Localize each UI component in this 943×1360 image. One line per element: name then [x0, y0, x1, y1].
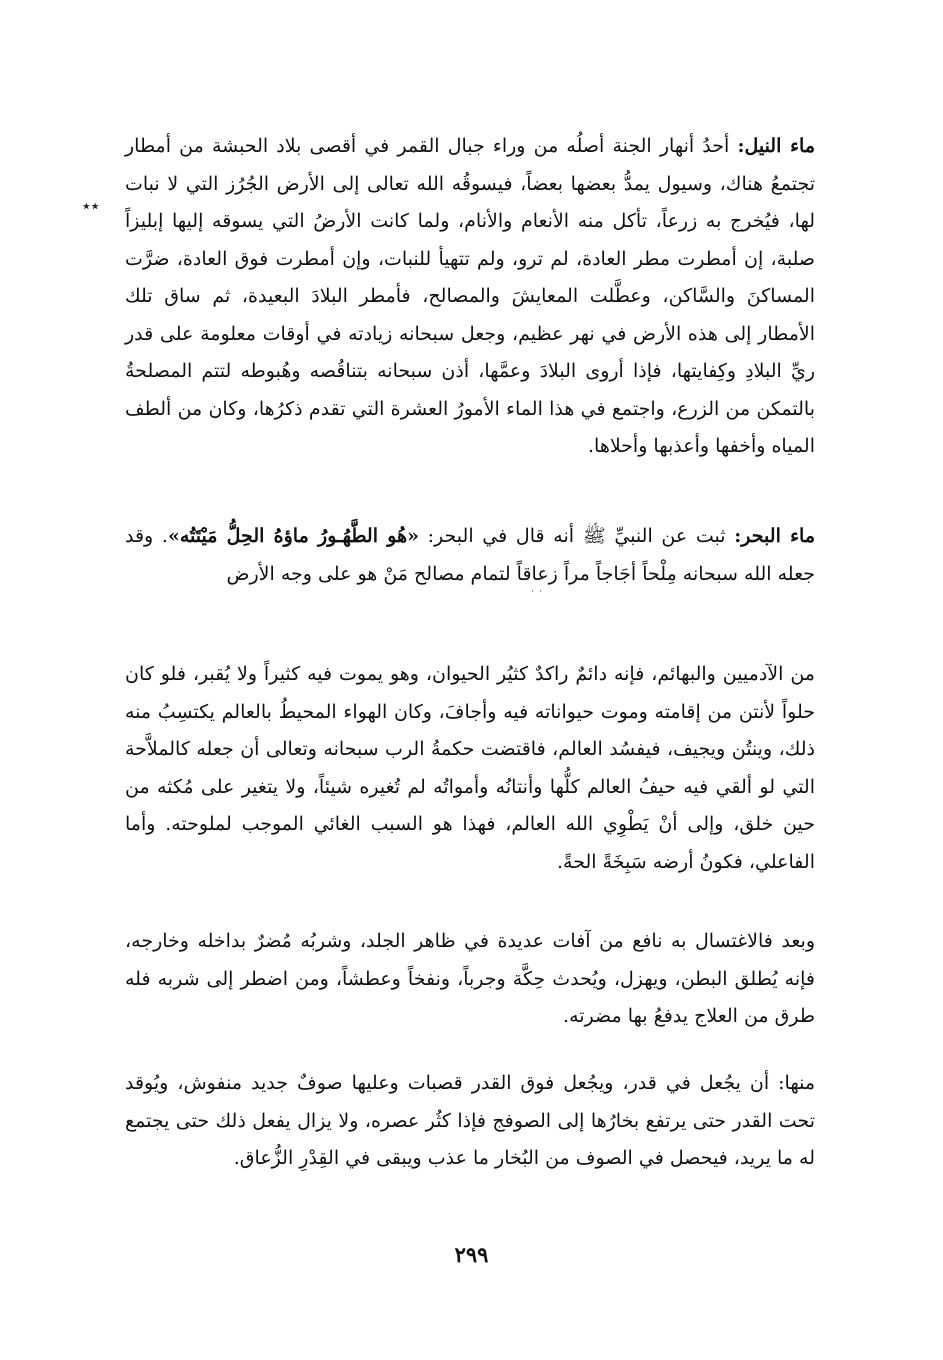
paragraph-purification-method — [125, 1065, 815, 1178]
term-nile-water: ماء النيل: — [737, 135, 815, 157]
paragraph-sea-continuation — [125, 656, 815, 881]
nile-description: أحدُ أنهار الجنة أصلُه من وراء جبال القمر في أقصى بلاد الحبشة من أمطار تجتمعُ هناك، وسيول يمدُّ بعضها بعضاً، فيسوقُه الله تعالى إلى الأرض الجُرُز التي لا نبات لها، فيُخرج به زرعاً، تأكل منه الأنعام والأنام، ولما كانت الأرضُ التي يسوقه إليها إبليزاً صلبة، إن أمطرت مطر العادة، لم ترو، ولم تتهيأ للنبات، وإن أمطرت فوق العادة، ضرَّت المساكنَ والسَّاكن، وعطَّلت المعايشَ والمصالح، فأمطر البلادَ البعيدة، ثم ساق تلك الأمطار إلى هذه الأرض في نهر عظيم، وجعل سبحانه زيادته في أوقات معلومة على قدر ريِّ البلادِ وكِفايتها، فإذا أروى البلادَ وعمَّها، أذن سبحانه بتناقُصه وهُبوطه لتتم المصلحةُ بالتمكن من الزرع، واجتمع في هذا الماء الأمورُ العشرة التي تقدم ذكرُها، وكان من ألطف المياه وأخفها وأعذبها وأحلاها. — [125, 135, 815, 457]
paragraph-text — [125, 128, 815, 466]
paragraph-text: من الآدميين والبهائم، فإنه دائمٌ راكدٌ كثيُر الحيوان، وهو يموت فيه كثيراً ولا يُقبر، فلو كان حلواً لأنتن من إقامته وموت حيواناته فيه وأجافَ، وكان الهواء المحيطُ بالعالم يكتسِبُ منه ذلك، وينتُن ويجيف، فيفسُد العالم، فاقتضت حكمةُ الرب سبحانه وتعالى أن جعله كالملاَّحة التي لو ألقي فيه حيفُ العالم كلُّها وأنتانُه وأمواتُه لم تُغيره شيئاً، ولا يتغير على مُكثه من حين خلق، وإلى أنْ يَطْوِي الله العالم، فهذا هو السبب الغائي الموجب لملوحته. وأما الفاعلي، فكونُ أرضه سَبِخَةً الحةً. — [125, 663, 815, 873]
page-number: ٢٩٩ — [454, 1242, 489, 1267]
paragraph-sea-water — [125, 518, 815, 593]
paragraph-text: وبعد فالاغتسال به نافع من آفات عديدة في ظاهر الجلد، وشربُه مُضرٌ بداخله وخارجه، فإنه يُطلق البطن، ويهزل، ويُحدث حِكَّة وجرباً، ونفخاً وعطشاً، ومن اضطر إلى شربه فله طرق من العلاج يدفعُ بها مضرته. — [125, 930, 815, 1027]
margin-mark: ٭٭ — [82, 196, 100, 215]
hadith-quote: «هُو الطَّهُـورُ ماؤهُ الحِلُّ مَيْتَتُه» — [167, 525, 419, 547]
paragraph-text — [125, 518, 815, 593]
paragraph-text: منها: أن يجُعل في قدر، ويجُعل فوق القدر قصبات وعليها صوفٌ جديد منفوش، ويُوقد تحت القدر حتى يرتفع بخارُها إلى الصوفج فإذا كثُر عصره، ولا يزال يفعل ذلك حتى يجتمع له ما يريد، فيحصل في الصوف من البُخار ما عذب ويبقى في القِدْرِ الزُّعاق. — [125, 1072, 815, 1169]
paragraph-bathing — [125, 923, 815, 1036]
sea-description: . وقد جعله الله سبحانه مِلْحاً أجَاجاً مراً زعاقاً لتمام مصالح مَنْ هو على وجه الأرض — [125, 525, 815, 585]
sea-intro: ثبت عن النبيِّ ﷺ أنه قال في البحر: — [418, 525, 735, 547]
margin-mark: ˙ ˙ — [530, 590, 544, 601]
paragraph-nile-water — [125, 128, 815, 466]
term-sea-water: ماء البحر: — [734, 525, 816, 547]
